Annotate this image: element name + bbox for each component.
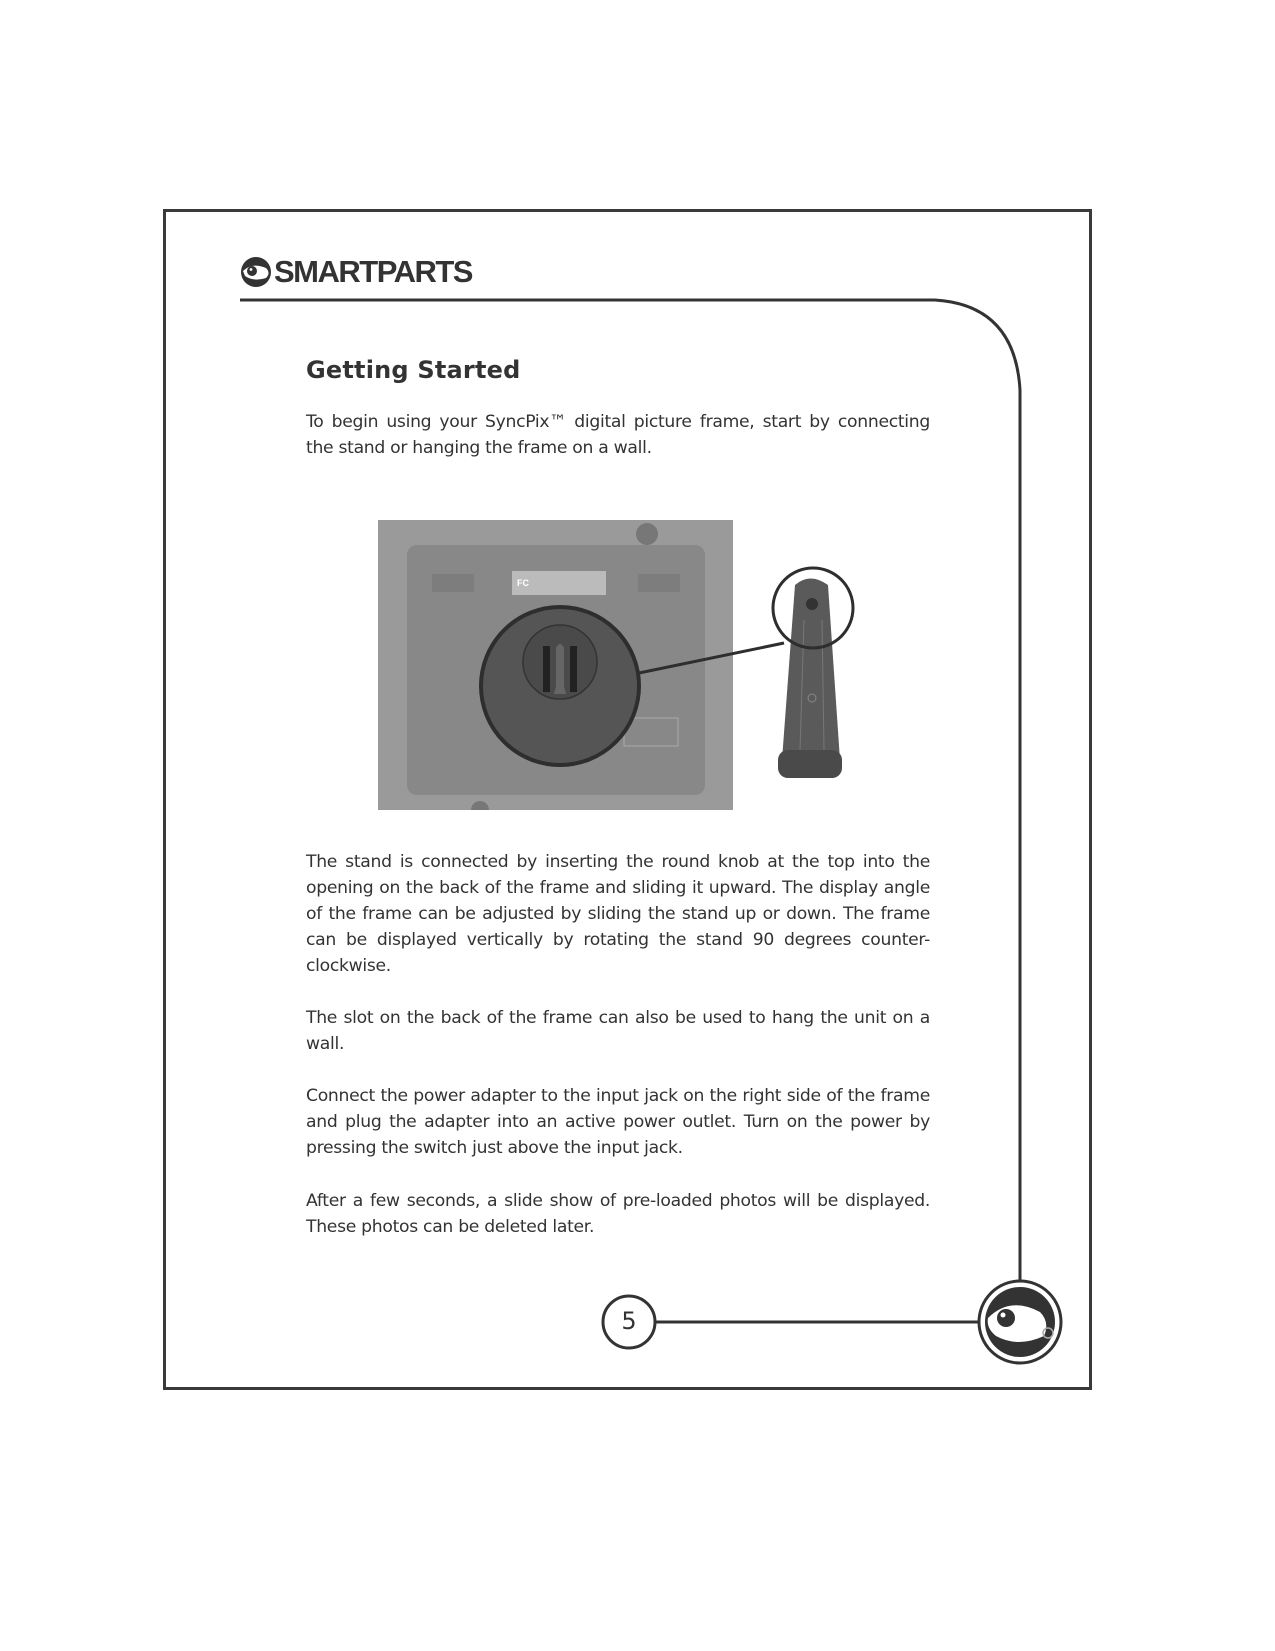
page-title: Getting Started: [306, 356, 521, 384]
intro-paragraph: To begin using your SyncPix™ digital picture frame, start by connecting the stand or hanging the frame on a wall.: [306, 412, 930, 458]
stand-paragraph: The stand is connected by inserting the round knob at the top into the opening on the back of the frame and sliding it upward. The display angle of the frame can be adjusted by sliding the stand up or down. The frame can be displayed vertically by rotating the stand 90 degrees counter-clockwise.: [306, 852, 930, 976]
slideshow-paragraph: After a few seconds, a slide show of pre-loaded photos will be displayed. These photos can be deleted later.: [306, 1191, 930, 1237]
brand-name: SMARTPARTS: [274, 254, 472, 289]
wall-hang-paragraph: The slot on the back of the frame can also be used to hang the unit on a wall.: [306, 1008, 930, 1054]
frame-stand-figure: [370, 510, 870, 810]
eye-icon: [979, 1281, 1061, 1363]
svg-text:FC: FC: [517, 578, 529, 588]
page-number: 5: [621, 1307, 637, 1335]
power-paragraph: Connect the power adapter to the input jack on the right side of the frame and plug the adapter into an active power outlet. Turn on the power by pressing the switch just above the input jack.: [306, 1086, 930, 1158]
brand-logo: [240, 254, 472, 290]
eye-logo-icon: [240, 256, 274, 288]
